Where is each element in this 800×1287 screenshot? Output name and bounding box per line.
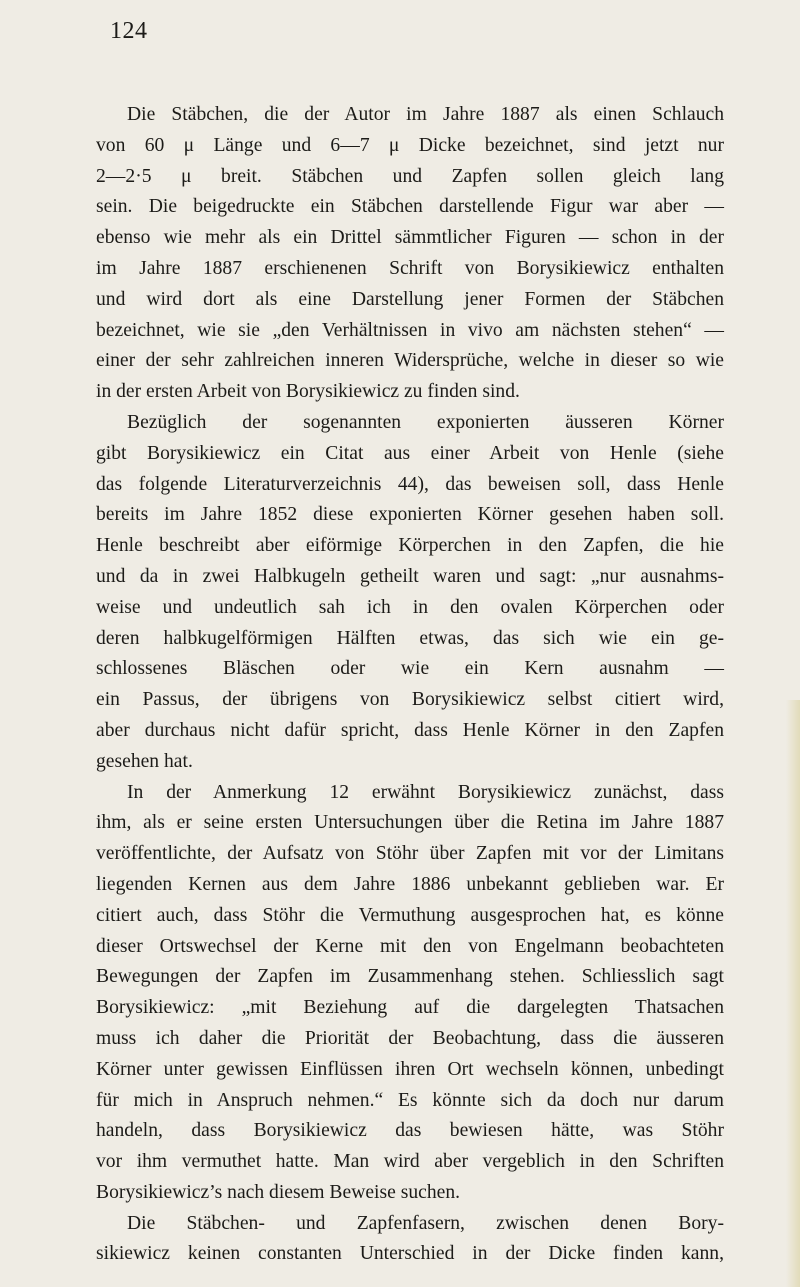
text-line: Die Stäbchen, die der Autor im Jahre 1887 als einen Schlauch <box>127 104 724 125</box>
text-line: Henle beschreibt aber eiförmige Körperchen in den Zapfen, die hie <box>96 535 724 557</box>
text-line: sikiewicz keinen constanten Unterschied in der Dicke finden kann, <box>96 1243 724 1265</box>
text-line: handeln, dass Borysikiewicz das bewiesen hätte, was Stöhr <box>96 1120 724 1142</box>
text-line: einer der sehr zahlreichen inneren Widersprüche, welche in dieser so wie <box>96 350 724 372</box>
text-line: vor ihm vermuthet hatte. Man wird aber vergeblich in den Schriften <box>96 1151 724 1173</box>
text-line: sein. Die beigedruckte ein Stäbchen darstellende Figur war aber — <box>96 196 724 218</box>
text-line: gesehen hat. <box>96 750 193 772</box>
text-line: Borysikiewicz: „mit Beziehung auf die dargelegten Thatsachen <box>96 997 724 1019</box>
text-line: bezeichnet, wie sie „den Verhältnissen in vivo am nächsten stehen“ — <box>96 319 724 341</box>
text-line: veröffentlichte, der Aufsatz von Stöhr über Zapfen mit vor der Limitans <box>96 843 724 865</box>
text-line: Körner unter gewissen Einflüssen ihren Ort wechseln können, unbedingt <box>96 1058 724 1080</box>
text-line: aber durchaus nicht dafür spricht, dass Henle Körner in den Zapfen <box>96 719 724 741</box>
text-line: von 60 μ Länge und 6—7 μ Dicke bezeichnet, sind jetzt nur <box>96 134 724 156</box>
page-edge-shadow <box>786 700 800 1287</box>
text-line: citiert auch, dass Stöhr die Vermuthung ausgesprochen hat, es könne <box>96 904 724 926</box>
text-line: In der Anmerkung 12 erwähnt Borysikiewicz zunächst, dass <box>127 781 724 803</box>
text-line: bereits im Jahre 1852 diese exponierten Körner gesehen haben soll. <box>96 504 724 526</box>
page-number: 124 <box>110 18 148 44</box>
text-line: dieser Ortswechsel der Kerne mit den von Engelmann beobachteten <box>96 935 724 957</box>
text-line: Borysikiewicz’s nach diesem Beweise suchen. <box>96 1181 461 1203</box>
text-line: 2—2·5 μ breit. Stäbchen und Zapfen sollen gleich lang <box>96 165 724 187</box>
text-line: gibt Borysikiewicz ein Citat aus einer Arbeit von Henle (siehe <box>96 442 724 464</box>
body-text <box>96 100 724 1270</box>
text-line: Bezüglich der sogenannten exponierten äusseren Körner <box>127 411 724 433</box>
text-line: ihm, als er seine ersten Untersuchungen über die Retina im Jahre 1887 <box>96 812 724 834</box>
text-line: und wird dort als eine Darstellung jener Formen der Stäbchen <box>96 288 724 310</box>
text-line: Bewegungen der Zapfen im Zusammenhang stehen. Schliesslich sagt <box>96 966 724 988</box>
text-line: für mich in Anspruch nehmen.“ Es könnte sich da doch nur darum <box>96 1089 724 1111</box>
text-line: in der ersten Arbeit von Borysikiewicz zu finden sind. <box>96 381 520 403</box>
text-line: ebenso wie mehr als ein Drittel sämmtlicher Figuren — schon in der <box>96 227 724 249</box>
text-line: liegenden Kernen aus dem Jahre 1886 unbekannt geblieben war. Er <box>96 873 724 895</box>
text-line: im Jahre 1887 erschienenen Schrift von Borysikiewicz enthalten <box>96 257 724 279</box>
text-line: deren halbkugelförmigen Hälften etwas, das sich wie ein ge- <box>96 627 724 649</box>
text-line: das folgende Literaturverzeichnis 44), das beweisen soll, dass Henle <box>96 473 724 495</box>
text-line: schlossenes Bläschen oder wie ein Kern ausnahm — <box>96 658 724 680</box>
text-line: muss ich daher die Priorität der Beobachtung, dass die äusseren <box>96 1027 724 1049</box>
text-line: und da in zwei Halbkugeln getheilt waren und sagt: „nur ausnahms- <box>96 565 724 587</box>
text-line: Die Stäbchen- und Zapfenfasern, zwischen denen Bory- <box>127 1212 724 1234</box>
text-line: ein Passus, der übrigens von Borysikiewicz selbst citiert wird, <box>96 689 724 711</box>
text-line: weise und undeutlich sah ich in den ovalen Körperchen oder <box>96 596 724 618</box>
